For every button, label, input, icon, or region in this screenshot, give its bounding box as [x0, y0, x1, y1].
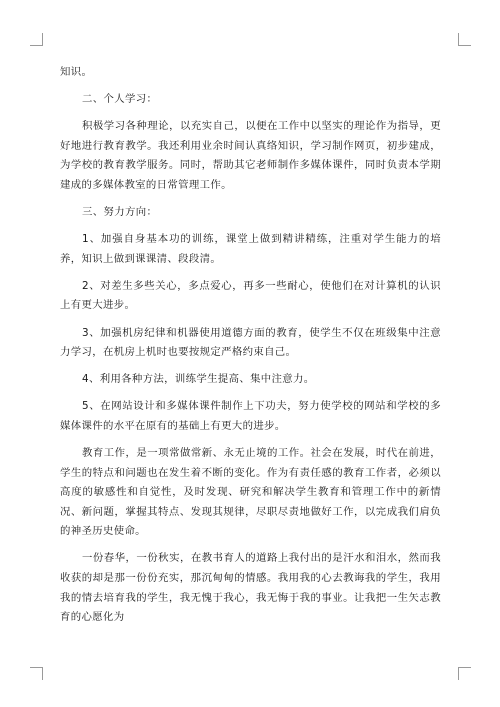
document-body [60, 63, 441, 635]
crop-mark-top-right [458, 33, 471, 46]
list-item-5: 5、在网站设计和多媒体课件制作上下功夫，努力使学校的网站和学校的多媒体课件的水平在原有的基础上有更大的进步。 [60, 400, 441, 432]
crop-mark-bottom-right [458, 667, 471, 680]
list-item-3: 3、加强机房纪律和机器使用道德方面的教育，使学生不仅在班级集中注意力学习，在机房上机时也要按规定严格约束自己。 [60, 326, 441, 359]
list-item-2: 2、对差生多些关心，多点爱心，再多一些耐心，使他们在对计算机的认识上有更大进步。 [60, 279, 441, 312]
paragraph-study: 积极学习各种理论，以充实自己，以便在工作中以坚实的理论作为指导，更好地进行教育教学。我还利用业余时间认真络知识，学习制作网页，初步建成，为学校的教育教学服务。同时，帮助其它老师制作多媒体课件，同时负责本学期建成的多媒体教室的日常管理工作。 [60, 120, 441, 191]
section-heading-personal-study: 二、个人学习： [82, 93, 158, 106]
list-item-1: 1、加强自身基本功的训练，课堂上做到精讲精练，注重对学生能力的培养，知识上做到课课清、段段清。 [60, 233, 441, 265]
list-item-4: 4、利用各种方法，训练学生提高、集中注意力。 [82, 373, 315, 386]
paragraph-education-work: 教育工作，是一项常做常新、永无止境的工作。社会在发展，时代在前进，学生的特点和问题也在发生着不断的变化。作为有责任感的教育工作者，必须以高度的敏感性和自觉性，及时发现、研究和解决学生教育和管理工作中的新情况、新问题，掌握其特点、发现其规律，尽职尽责地做好工作，以完成我们肩负的神圣历史使命。 [60, 447, 441, 538]
crop-mark-top-left [30, 33, 43, 46]
paragraph-continuation: 知识。 [60, 66, 93, 78]
section-heading-direction: 三、努力方向： [82, 206, 158, 219]
crop-mark-bottom-left [30, 667, 43, 680]
paragraph-conclusion: 一份春华，一份秋实，在教书育人的道路上我付出的是汗水和泪水，然而我收获的却是那一份份充实，那沉甸甸的情感。我用我的心去教诲我的学生，我用我的情去培育我的学生，我无愧于我心，我无悔于我的事业。让我把一生矢志教育的心愿化为 [60, 552, 441, 624]
